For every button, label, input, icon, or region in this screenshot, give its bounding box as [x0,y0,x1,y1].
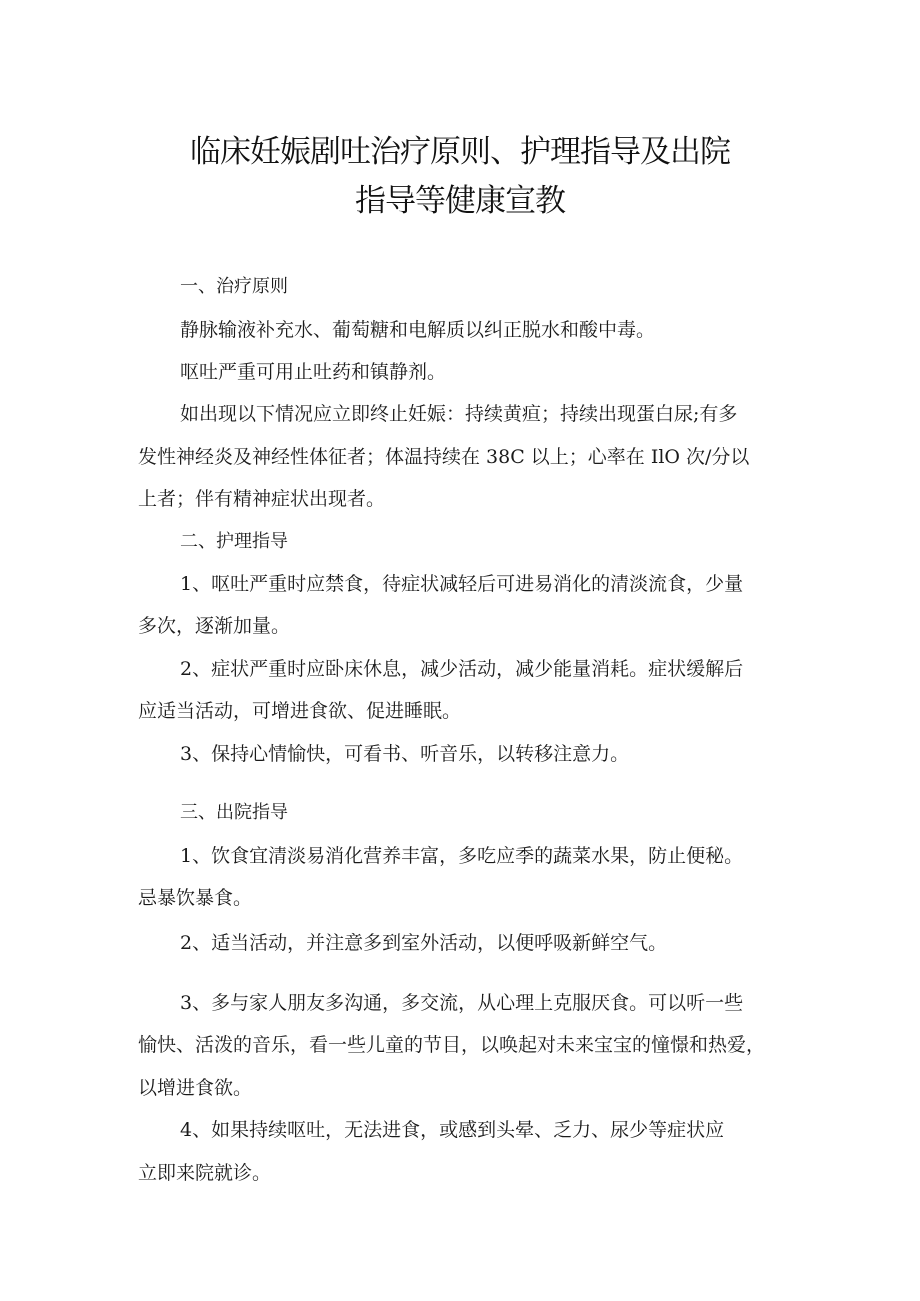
list-item-continuation: 多次，逐渐加量。 [138,615,291,637]
list-item-continuation: 立即来院就诊。 [138,1162,272,1184]
paragraph-text: 呕吐严重可用止吐药和镇静剂。 [180,361,447,383]
document-title-line-1: 临床妊娠剧吐治疗原则、护理指导及出院 [190,134,730,170]
section-heading-treatment: 一、治疗原则 [180,276,288,297]
list-item: 3、多与家人朋友多沟通，多交流，从心理上克服厌食。可以听一些 [180,992,744,1014]
list-item-continuation: 愉快、活泼的音乐，看一些儿童的节目，以唤起对未来宝宝的憧憬和热爱， [138,1034,766,1056]
list-item-continuation: 以增进食欲。 [138,1077,253,1099]
paragraph-text: 如出现以下情况应立即终止妊娠：持续黄疸；持续出现蛋白尿;有多 [180,403,738,425]
list-item: 4、如果持续呕吐，无法进食，或感到头晕、乏力、尿少等症状应 [180,1119,725,1141]
list-item: 2、症状严重时应卧床休息，减少活动，减少能量消耗。症状缓解后 [180,658,744,680]
list-item: 1、饮食宜清淡易消化营养丰富，多吃应季的蔬菜水果，防止便秘。 [180,845,744,867]
list-item-continuation: 忌暴饮暴食。 [138,887,253,909]
list-item-continuation: 应适当活动，可增进食欲、促进睡眠。 [138,700,462,722]
list-item: 3、保持心情愉快，可看书、听音乐，以转移注意力。 [180,743,630,765]
list-item: 2、适当活动，并注意多到室外活动，以便呼吸新鲜空气。 [180,932,668,954]
section-heading-nursing: 二、护理指导 [180,531,288,552]
paragraph-text: 静脉输液补充水、葡萄糖和电解质以纠正脱水和酸中毒。 [180,319,656,341]
section-heading-discharge: 三、出院指导 [180,802,288,823]
list-item: 1、呕吐严重时应禁食，待症状减轻后可进易消化的清淡流食，少量 [180,573,744,595]
paragraph-text: 发性神经炎及神经性体征者；体温持续在 38C 以上；心率在 IlO 次/分以 [138,446,750,468]
document-title-line-2: 指导等健康宣教 [355,183,565,219]
paragraph-text: 上者；伴有精神症状出现者。 [138,488,386,510]
